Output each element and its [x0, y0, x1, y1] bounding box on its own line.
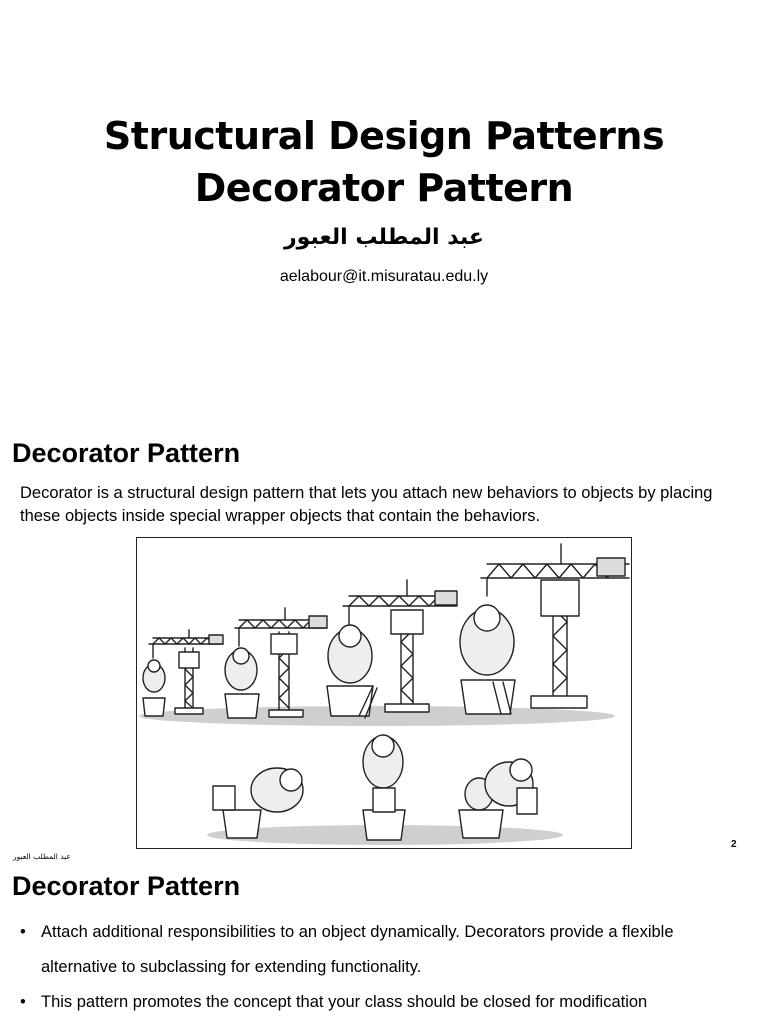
title-line-2: Decorator Pattern	[194, 166, 574, 210]
bullet-item: • This pattern promotes the concept that your class should be closed for modification	[20, 985, 740, 1020]
author-name: عبد المطلب العبور	[284, 225, 484, 250]
bullet-list	[20, 915, 740, 1020]
title-slide	[0, 0, 768, 420]
bullets-slide	[0, 865, 768, 1024]
slide-heading: Decorator Pattern	[12, 871, 241, 901]
bullet-item: • Attach additional responsibilities to an object dynamically. Decorators provide a flexible alternative to subclassing for extending functionality.	[20, 915, 740, 985]
definition-slide	[0, 420, 768, 865]
illustration-svg	[137, 538, 631, 848]
slide-heading: Decorator Pattern	[12, 438, 241, 468]
title-line-1: Structural Design Patterns	[103, 114, 665, 158]
page-number: 2	[731, 839, 737, 850]
slide-title	[0, 110, 768, 214]
pattern-description: Decorator is a structural design pattern that lets you attach new behaviors to objects by placing these objects inside special wrapper objects that contain the behaviors.	[20, 484, 713, 525]
author-email: aelabour@it.misuratau.edu.ly	[279, 268, 489, 285]
footer-author: عبد المطلب العبور	[13, 852, 71, 861]
matryoshka-cranes-illustration	[136, 537, 632, 849]
